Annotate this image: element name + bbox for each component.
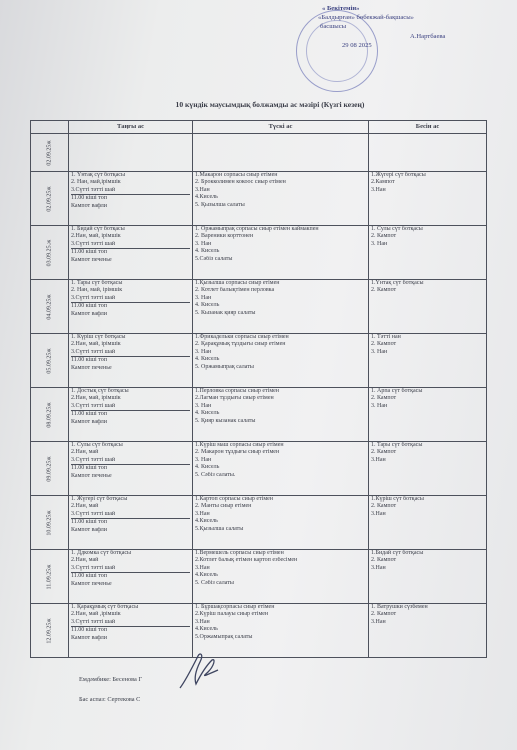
snack-dish: 1. Ватрушки сүзбемен	[371, 604, 428, 610]
lunch-dish: 3.Нан	[195, 186, 210, 193]
signature-mark	[178, 650, 222, 692]
breakfast-cell	[69, 226, 193, 280]
lunch-cell	[193, 134, 369, 172]
second-breakfast-block	[71, 518, 190, 534]
breakfast-dish: 1. Күріш сүт ботқасы	[71, 334, 126, 340]
lunch-dish: 1.Күріш маш сорпасы сиыр етімен	[195, 442, 284, 448]
breakfast-cell	[69, 172, 193, 226]
day-date: 03.09.25.ж	[45, 239, 52, 266]
lunch-dish: 4. Кисель	[195, 464, 220, 471]
second-breakfast-item: Кампот вафли	[71, 526, 107, 533]
table-row	[31, 334, 487, 388]
lunch-dish: 1.Картоп сорпасы сиыр етімен	[195, 496, 274, 502]
table-row	[31, 442, 487, 496]
breakfast-dish: 1. Тары сүт ботқасы	[71, 280, 123, 286]
lunch-dish: 1.Фрикадельки сорпасы сиыр етімен	[195, 334, 289, 340]
approval-name: А.Нартбаева	[410, 32, 446, 40]
document-title: 10 күндік маусымдық болжамды ас мәзірі (Күзгі кезең)	[175, 100, 365, 109]
breakfast-dish: 2.Нан, май, ірімшік	[71, 233, 121, 240]
snack-dish: 3.Нан	[371, 564, 386, 571]
second-breakfast-item: Кампот вафли	[71, 418, 107, 425]
day-date: 10.09.25ж	[45, 509, 52, 536]
breakfast-dish: 3.Сүтті тәтті шай	[71, 618, 116, 625]
day-date-cell	[31, 604, 69, 658]
breakfast-dish: 3.Сүтті тәтті шай	[71, 186, 116, 193]
lunch-dish: 1. Бұршақсорпасы сиыр етімен	[195, 604, 275, 610]
breakfast-cell	[69, 388, 193, 442]
second-breakfast-block	[71, 572, 190, 588]
lunch-dish: 4.Кисель	[195, 518, 218, 525]
lunch-dish: 5. Оржамыпрақ салаты	[195, 363, 254, 370]
lunch-dish: 4.Кисель	[195, 572, 218, 579]
lunch-dish: 4. Кисель	[195, 302, 220, 309]
second-breakfast-item: Кампот печенье	[71, 472, 112, 479]
lunch-dish: 2. Манты сиыр етімен	[195, 503, 252, 510]
lunch-dish: 1.Вермешель сорпасы сиыр етімен	[195, 550, 284, 556]
lunch-dish: 5.Оржамыпрақ салаты	[195, 633, 253, 640]
lunch-dish: 5. Кызанак қияр салаты	[195, 309, 256, 316]
table-row	[31, 550, 487, 604]
breakfast-dish: 3.Сүтті тәтті шай	[71, 564, 116, 571]
day-date-cell	[31, 550, 69, 604]
snack-cell	[369, 496, 487, 550]
lunch-dish: 3.Нан	[195, 618, 210, 625]
snack-dish: 1. Сулы сүт ботқасы	[371, 226, 423, 232]
second-breakfast-item: 11.00 кіші топ	[71, 249, 107, 256]
second-breakfast-block	[71, 464, 190, 480]
day-date-cell	[31, 134, 69, 172]
second-breakfast-block	[71, 356, 190, 372]
lunch-dish: 1.Макарон сорпасы сиыр етімен	[195, 172, 278, 178]
snack-cell	[369, 226, 487, 280]
lunch-dish: 3. Нан	[195, 348, 212, 355]
lunch-cell	[193, 280, 369, 334]
snack-dish: 3. Нан	[371, 240, 388, 247]
day-date-cell	[31, 226, 69, 280]
breakfast-dish: 1. Бидай сүт ботқасы	[71, 226, 125, 232]
second-breakfast-item: 11.00 кіші топ	[71, 465, 107, 472]
snack-dish: 1.Үнтақ сүт ботқасы	[371, 280, 424, 286]
snack-dish: 3. Нан	[371, 402, 388, 409]
day-date-cell	[31, 496, 69, 550]
lunch-dish: 5. Қияр кызанак салаты	[195, 417, 256, 424]
breakfast-dish: 3.Сүтті тәтті шай	[71, 402, 116, 409]
second-breakfast-item: 11.00 кіші топ	[71, 195, 107, 202]
lunch-dish: 2.Котлет балық етімен картоп езбесімен	[195, 557, 298, 564]
second-breakfast-block	[71, 248, 190, 264]
second-breakfast-item: 11.00 кіші топ	[71, 573, 107, 580]
breakfast-cell	[69, 134, 193, 172]
snack-cell	[369, 334, 487, 388]
day-date: 02.09.25ж	[45, 185, 52, 212]
lunch-dish: 2.Күріш палауы сиыр етімен	[195, 611, 269, 618]
breakfast-cell	[69, 442, 193, 496]
breakfast-dish: 2.Нан, май, ірімшік	[71, 395, 121, 402]
lunch-dish: 4. Кисель	[195, 248, 220, 255]
day-date: 05.09.25ж	[45, 347, 52, 374]
breakfast-dish: 3.Сүтті тәтті шай	[71, 294, 116, 301]
snack-dish: 3.Нан	[371, 618, 386, 625]
second-breakfast-item: Кампот печенье	[71, 580, 112, 587]
second-breakfast-item: 11.00 кіші топ	[71, 357, 107, 364]
approval-position: басшысы	[320, 23, 347, 31]
snack-dish: 3.Нан	[371, 456, 386, 463]
snack-dish: 3.Нан	[371, 510, 386, 517]
snack-dish: 2. Кампот	[371, 557, 397, 564]
breakfast-dish: 1. Үнтақ сүт ботқасы	[71, 172, 125, 178]
snack-cell	[369, 134, 487, 172]
lunch-dish: 2. Котлет балықтімен перловка	[195, 287, 275, 294]
breakfast-cell	[69, 604, 193, 658]
day-date-cell	[31, 280, 69, 334]
breakfast-dish: 1. Сулы сүт ботқасы	[71, 442, 123, 448]
second-breakfast-item: Кампот печенье	[71, 364, 112, 371]
table-row	[31, 134, 487, 172]
snack-dish: 1. Тары сүт ботқасы	[371, 442, 423, 448]
lunch-cell	[193, 172, 369, 226]
day-date-cell	[31, 172, 69, 226]
snack-dish: 2. Кампот	[371, 341, 397, 348]
snack-dish: 2. Кампот	[371, 287, 397, 294]
day-date: 04.09.25ж	[45, 293, 52, 320]
lunch-cell	[193, 334, 369, 388]
breakfast-dish: 1. Жүгері сүт ботқасы	[71, 496, 128, 502]
day-date: 12.09.25ж	[45, 617, 52, 644]
lunch-dish: 2. Макарон тұздығы сиыр етімен	[195, 449, 280, 456]
menu-table	[30, 120, 487, 658]
approval-block	[318, 4, 508, 50]
snack-cell	[369, 604, 487, 658]
snack-dish: 3.Нан	[371, 186, 386, 193]
lunch-dish: 4. Кисель	[195, 410, 220, 417]
table-row	[31, 604, 487, 658]
lunch-dish: 3. Нан	[195, 294, 212, 301]
snack-dish: 1.Бидай сүт ботқасы	[371, 550, 424, 556]
day-date-cell	[31, 442, 69, 496]
lunch-dish: 5.Қызылша салаты	[195, 525, 244, 532]
dietitian-signature-line: Емдәмбике: Бесенова Г	[79, 676, 143, 683]
second-breakfast-item: Кампот вафли	[71, 634, 107, 641]
table-header-row	[31, 121, 487, 134]
lunch-cell	[193, 226, 369, 280]
breakfast-dish: 2. Нан, май, ірімшік	[71, 287, 123, 294]
breakfast-dish: 3.Сүтті тәтті шай	[71, 510, 116, 517]
snack-cell	[369, 442, 487, 496]
breakfast-dish: 2.Нан, май	[71, 503, 99, 510]
approval-organization: «Балдырған» бөбекжай-бақшасы»	[318, 14, 414, 22]
lunch-dish: 2. Вареники корттонен	[195, 233, 254, 240]
table-row	[31, 496, 487, 550]
breakfast-dish: 2.Нан, май ,ірімшік	[71, 611, 121, 618]
second-breakfast-item: Кампот вафли	[71, 310, 107, 317]
day-date: 08.09.25ж	[45, 401, 52, 428]
lunch-dish: 1.Қызылша сорпасы сиыр етімен	[195, 280, 280, 286]
breakfast-cell	[69, 334, 193, 388]
day-date: 09.09.25ж	[45, 455, 52, 482]
table-row	[31, 172, 487, 226]
lunch-dish: 5. Қызылша салаты	[195, 201, 245, 208]
lunch-dish: 5. Сәбіз салаты	[195, 579, 234, 586]
lunch-dish: 5. Сәбіз салаты.	[195, 471, 236, 478]
second-breakfast-item: 11.00 кіші топ	[71, 411, 107, 418]
lunch-dish: 4. Кисель	[195, 356, 220, 363]
breakfast-cell	[69, 550, 193, 604]
breakfast-cell	[69, 280, 193, 334]
table-row	[31, 388, 487, 442]
table-row	[31, 226, 487, 280]
second-breakfast-item: Кампот вафли	[71, 202, 107, 209]
second-breakfast-block	[71, 410, 190, 426]
lunch-dish: 1. Оржамыпрақ сорпасы сиыр етімен каймакпен	[195, 226, 319, 232]
lunch-dish: 5.Сәбіз салаты	[195, 255, 233, 262]
chief-cook-signature-line: Бас аспаз: Сертекова С	[79, 696, 141, 703]
lunch-dish: 4.Кисель	[195, 194, 218, 201]
breakfast-dish: 2.Нан, май, ірімшік	[71, 341, 121, 348]
second-breakfast-block	[71, 194, 190, 210]
lunch-cell	[193, 496, 369, 550]
snack-dish: 3. Нан	[371, 348, 388, 355]
second-breakfast-item: 11.00 кіші топ	[71, 627, 107, 634]
lunch-dish: 2.Лагман тұздығы сиыр етімен	[195, 395, 274, 402]
breakfast-cell	[69, 496, 193, 550]
menu-table-body	[31, 134, 487, 658]
snack-dish: 1.Жүгері сүт ботқасы	[371, 172, 426, 178]
snack-cell	[369, 388, 487, 442]
lunch-dish: 2. Қарақұмық тұздығы сиыр етімен	[195, 341, 286, 348]
second-breakfast-block	[71, 626, 190, 642]
lunch-dish: 3. Нан	[195, 456, 212, 463]
lunch-dish: 1.Перловка сорпасы сиыр етімен	[195, 388, 279, 394]
snack-dish: 2. Кампот	[371, 611, 397, 618]
day-date: 02.09.25ж	[45, 139, 52, 166]
second-breakfast-item: 11.00 кіші топ	[71, 519, 107, 526]
lunch-cell	[193, 550, 369, 604]
lunch-column-header: Түскі ас	[193, 121, 369, 134]
breakfast-dish: 2.Нан, май	[71, 557, 99, 564]
lunch-dish: 3. Нан	[195, 240, 212, 247]
lunch-dish: 3. Нан	[195, 402, 212, 409]
approval-date: 29 08 2025	[342, 41, 372, 49]
snack-cell	[369, 550, 487, 604]
lunch-dish: 2. Брокколимен кокоос сиыр етімен	[195, 179, 286, 186]
breakfast-dish: 1. Қарақұмық сүт ботқасы	[71, 604, 139, 610]
snack-dish: 2. Кампот	[371, 395, 397, 402]
breakfast-dish: 1. Ддкомка сүт ботқасы	[71, 550, 132, 556]
table-row	[31, 280, 487, 334]
lunch-dish: 3.Нан	[195, 510, 210, 517]
snack-cell	[369, 280, 487, 334]
approval-heading: « Бекітемін»	[322, 5, 360, 12]
breakfast-dish: 2. Нан, май,ірімшік	[71, 179, 121, 186]
day-date: 11.09.25ж	[45, 564, 52, 589]
breakfast-dish: 1. Достық сүт ботқасы	[71, 388, 129, 394]
breakfast-dish: 3.Сүтті тәтті шай	[71, 456, 116, 463]
breakfast-dish: 2.Нан, май	[71, 449, 99, 456]
lunch-dish: 3.Нан	[195, 564, 210, 571]
snack-dish: 2. Кампот	[371, 449, 397, 456]
snack-column-header: Бесін ас	[369, 121, 487, 134]
second-breakfast-item: Кампот печенье	[71, 256, 112, 263]
lunch-cell	[193, 388, 369, 442]
second-breakfast-item: 11.00 кіші топ	[71, 303, 107, 310]
snack-dish: 1. Арпа сүт ботқасы	[371, 388, 423, 394]
snack-dish: 2.Кампот	[371, 179, 395, 186]
breakfast-dish: 3.Сүтті тәтті шай	[71, 240, 116, 247]
lunch-cell	[193, 442, 369, 496]
breakfast-column-header: Таңғы ас	[69, 121, 193, 134]
day-date-cell	[31, 334, 69, 388]
snack-dish: 1.Күріш сүт ботқасы	[371, 496, 424, 502]
breakfast-dish: 3.Сүтті тәтті шай	[71, 348, 116, 355]
date-column-header	[31, 121, 69, 134]
snack-dish: 2. Кампот	[371, 233, 397, 240]
day-date-cell	[31, 388, 69, 442]
snack-dish: 2. Кампот	[371, 503, 397, 510]
snack-cell	[369, 172, 487, 226]
second-breakfast-block	[71, 302, 190, 318]
snack-dish: 1. Тәтті нан	[371, 334, 401, 340]
lunch-dish: 4.Кисель	[195, 626, 218, 633]
